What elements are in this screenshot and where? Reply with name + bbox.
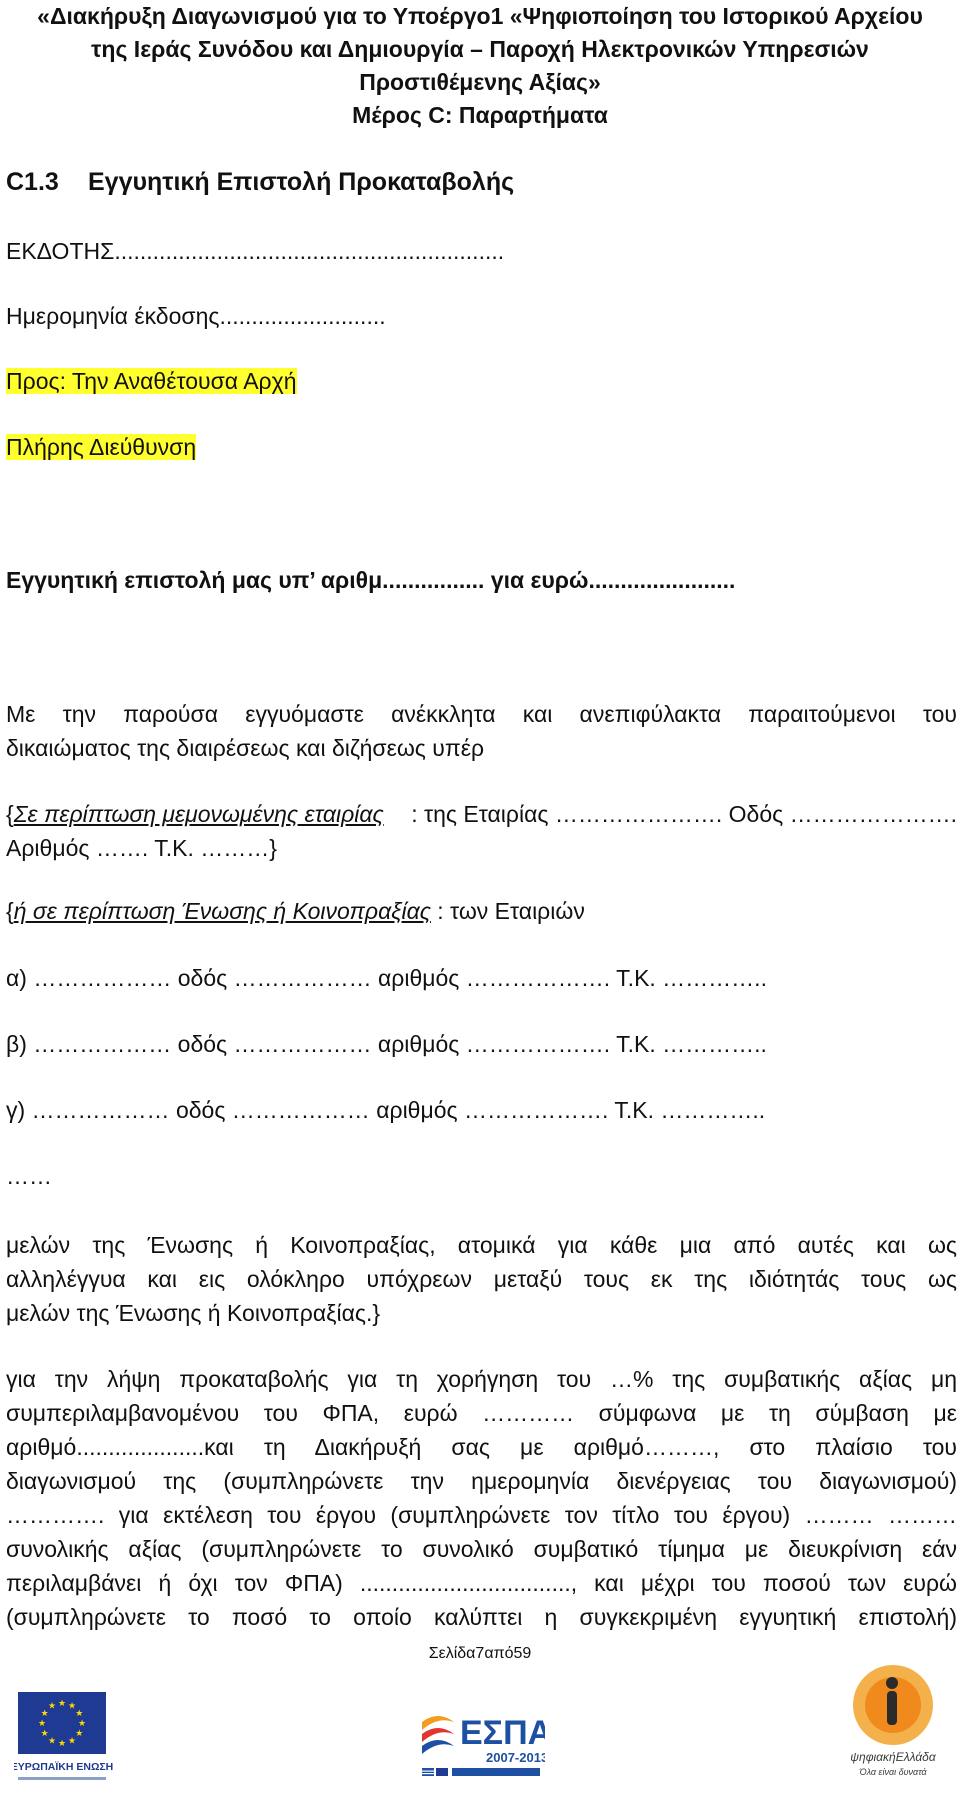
eu-star-icon: ★	[37, 1719, 47, 1729]
purpose-line-8: (συμπληρώνετε το ποσό το οποίο καλύπτει η συγκεκριμένη εγγυητική επιστολή)	[6, 1604, 957, 1630]
eu-star-icon: ★	[57, 1699, 67, 1709]
recipient-line	[6, 368, 297, 395]
eu-star-icon: ★	[67, 1701, 77, 1712]
header-line-1: «Διακήρυξη Διαγωνισμού για το Υποέργο1 «Ψηφιοποίηση του Ιστορικού Αρχείου	[37, 3, 923, 29]
espa-emblem-icon	[420, 1700, 545, 1785]
header-line-2: της Ιεράς Συνόδου και Δημιουργία – Παροχή Ηλεκτρονικών Υπηρεσιών	[91, 36, 869, 62]
consortium-label: ή σε περίπτωση Ένωσης ή Κοινοπραξίας	[13, 898, 431, 924]
eu-logo	[14, 1690, 114, 1788]
espa-logo-label: ΕΣΠΑ	[460, 1714, 545, 1752]
purpose-line-7: περιλαμβάνει ή όχι τον ΦΠΑ) ................................., και μέχρι του ποσού των ευρώ	[6, 1570, 957, 1596]
espa-years: 2007-2013	[486, 1750, 545, 1765]
eu-star-icon: ★	[75, 1729, 84, 1739]
intro-line-2: δικαιώματος της διαιρέσεως και διζήσεως υπέρ	[6, 735, 485, 761]
eu-star-icon: ★	[67, 1736, 77, 1747]
intro-paragraph	[6, 697, 957, 765]
section-title: Εγγυητική Επιστολή Προκαταβολής	[88, 168, 515, 196]
digital-greece-icon	[838, 1663, 948, 1791]
issuer-field: ΕΚΔΟΤΗΣ.............................................................	[6, 238, 505, 264]
digital-greece-logo	[838, 1663, 948, 1791]
eu-star-icon: ★	[40, 1729, 49, 1739]
digital-logo-tagline: Όλα είναι δυνατά	[859, 1767, 927, 1777]
eu-star-icon: ★	[40, 1709, 49, 1719]
member-line-more: ……	[6, 1163, 52, 1189]
eu-star-icon: ★	[77, 1719, 87, 1729]
member-line-b: β) ……………… οδός ……………… αριθμός ………………. Τ.Κ. …………..	[6, 1031, 767, 1057]
single-company-label: Σε περίπτωση μεμονωμένης εταιρίας	[13, 801, 384, 827]
recipient-highlight: Προς: Την Αναθέτουσα Αρχή	[6, 368, 297, 394]
eu-star-icon: ★	[75, 1709, 84, 1719]
header-line-4: Μέρος C: Παραρτήματα	[352, 102, 608, 128]
purpose-line-1: για την λήψη προκαταβολής για τη χορήγηση του …% της συμβατικής αξίας μη	[6, 1366, 957, 1392]
single-company-clause	[6, 797, 957, 865]
joint-line-1: μελών της Ένωσης ή Κοινοπραξίας, ατομικά για κάθε μια από αυτές και ως	[6, 1232, 957, 1258]
joint-line-3: μελών της Ένωσης ή Κοινοπραξίας.}	[6, 1300, 381, 1326]
section-heading	[6, 168, 514, 197]
intro-line-1: Με την παρούσα εγγυόμαστε ανέκκλητα και ανεπιφύλακτα παραιτούμενοι του	[6, 701, 957, 727]
purpose-line-5: …………. για εκτέλεση του έργου (συμπληρώνετε τον τίτλο του έργου) ……… ………	[6, 1502, 957, 1528]
brace-open: {	[6, 801, 14, 827]
joint-line-2: αλληλέγγυα και εις ολόκληρο υπόχρεων μεταξύ τους εκ της ιδιότητάς τους ως	[6, 1266, 957, 1292]
address-highlight: Πλήρης Διεύθυνση	[6, 434, 197, 460]
address-line	[6, 434, 196, 461]
member-line-a: α) ……………… οδός ……………… αριθμός ………………. Τ.Κ. …………..	[6, 965, 767, 991]
purpose-line-3: αριθμό....................και τη Διακήρυξή σας με αριθμό………, στο πλαίσιο του	[6, 1434, 957, 1460]
single-company-rest: : της Εταιρίας …………………. Οδός ………………….	[411, 801, 957, 827]
joint-liability-paragraph	[6, 1228, 957, 1330]
eu-star-icon: ★	[47, 1736, 57, 1747]
brace-open: {	[6, 898, 14, 924]
purpose-paragraph	[6, 1362, 957, 1634]
digital-logo-label: ψηφιακήΕλλάδα	[850, 1750, 936, 1764]
document-header	[0, 0, 960, 132]
issue-date-field: Ημερομηνία έκδοσης..........................	[6, 303, 386, 329]
eu-star-icon: ★	[57, 1739, 67, 1749]
consortium-rest: : των Εταιριών	[430, 898, 585, 924]
espa-logo	[420, 1700, 545, 1785]
section-number: C1.3	[6, 168, 59, 196]
eu-star-icon: ★	[47, 1701, 57, 1712]
page-number: Σελίδα7από59	[428, 1645, 532, 1662]
single-company-lead	[6, 797, 384, 831]
letter-reference: Εγγυητική επιστολή μας υπ’ αριθμ................ για ευρώ.......................	[6, 567, 736, 593]
eu-logo-label: ΕΥΡΩΠΑΪΚΗ ΕΝΩΣΗ	[14, 1761, 114, 1773]
purpose-line-6: συνολικής αξίας (συμπληρώνετε το συνολικό συμβατικό τίμημα με διευκρίνιση εάν	[6, 1536, 957, 1562]
header-line-3: Προστιθέμενης Αξίας»	[359, 69, 601, 95]
purpose-line-4: διαγωνισμού της (συμπληρώνετε την ημερομηνία διενέργειας του διαγωνισμού)	[6, 1468, 957, 1494]
consortium-clause	[6, 898, 585, 925]
member-line-c: γ) ……………… οδός ……………… αριθμός ………………. Τ.Κ. …………..	[6, 1097, 766, 1123]
single-company-line-2: Αριθμός ……. Τ.Κ. ………}	[6, 835, 277, 861]
single-company-line-1	[6, 797, 957, 831]
eu-flag-icon	[14, 1690, 114, 1788]
purpose-line-2: συμπεριλαμβανομένου του ΦΠΑ, ευρώ ………… σύμφωνα με τη σύμβαση με	[6, 1400, 957, 1426]
